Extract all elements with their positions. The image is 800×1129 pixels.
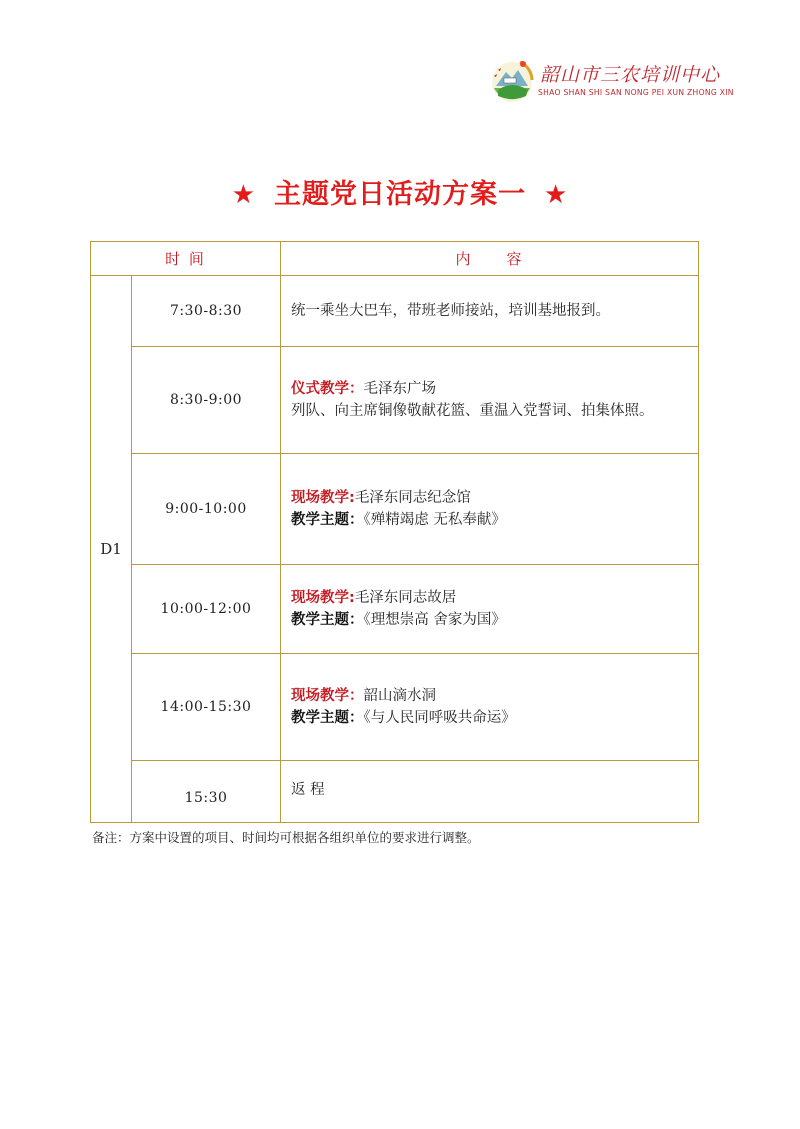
- table-row: [91, 347, 699, 454]
- theme-label: 教学主题：: [291, 612, 364, 628]
- table-row: [91, 761, 699, 823]
- time-cell: 15:30: [132, 761, 281, 823]
- header-content: 内 容: [281, 242, 699, 276]
- theme-label: 教学主题：: [291, 512, 364, 528]
- table-row: [91, 454, 699, 565]
- teaching-type-label: 现场教学:: [291, 590, 355, 606]
- time-cell: 7:30-8:30: [132, 276, 281, 347]
- content-cell: [281, 347, 699, 454]
- theme-label: 教学主题：: [291, 710, 364, 726]
- teaching-detail: 列队、向主席铜像敬献花篮、重温入党誓词、拍集体照。: [291, 403, 654, 419]
- teaching-place: 毛泽东同志纪念馆: [354, 490, 471, 506]
- header-time: 时 间: [91, 242, 281, 276]
- content-text: 返 程: [291, 782, 325, 798]
- teaching-place: 毛泽东广场: [363, 381, 436, 397]
- theme-text: 《殚精竭虑 无私奉献》: [363, 512, 506, 528]
- time-cell: 10:00-12:00: [132, 565, 281, 654]
- content-cell: [281, 761, 699, 823]
- title-text: 主题党日活动方案一: [274, 179, 526, 210]
- footnote: 备注：方案中设置的项目、时间均可根据各组织单位的要求进行调整。: [92, 830, 480, 845]
- table-header-row: [91, 242, 699, 276]
- teaching-place: 毛泽东同志故居: [354, 590, 457, 606]
- theme-text: 《与人民同呼吸共命运》: [363, 710, 516, 726]
- star-icon: ★: [231, 180, 256, 210]
- time-cell: 9:00-10:00: [132, 454, 281, 565]
- table-row: [91, 654, 699, 761]
- teaching-type-label: 仪式教学：: [291, 381, 364, 397]
- theme-text: 《理想崇高 舍家为国》: [363, 612, 506, 628]
- page-title: [0, 172, 800, 211]
- schedule-table: [90, 241, 699, 823]
- day-label: D1: [91, 276, 132, 823]
- logo-pinyin-name: SHAO SHAN SHI SAN NONG PEI XUN ZHONG XIN: [538, 88, 734, 97]
- teaching-type-label: 现场教学：: [291, 688, 364, 704]
- content-cell: [281, 454, 699, 565]
- content-cell: [281, 565, 699, 654]
- teaching-place: 韶山滴水洞: [363, 688, 436, 704]
- mountain-emblem-icon: [490, 58, 534, 104]
- time-cell: 14:00-15:30: [132, 654, 281, 761]
- star-icon: ★: [544, 180, 569, 210]
- content-text: 统一乘坐大巴车，带班老师接站，培训基地报到。: [291, 303, 610, 319]
- table-row: [91, 565, 699, 654]
- content-cell: [281, 276, 699, 347]
- organization-logo: [490, 58, 734, 110]
- logo-chinese-name: 韶山市三农培训中心: [540, 64, 721, 86]
- table-row: [91, 276, 699, 347]
- content-cell: [281, 654, 699, 761]
- teaching-type-label: 现场教学:: [291, 490, 355, 506]
- time-cell: 8:30-9:00: [132, 347, 281, 454]
